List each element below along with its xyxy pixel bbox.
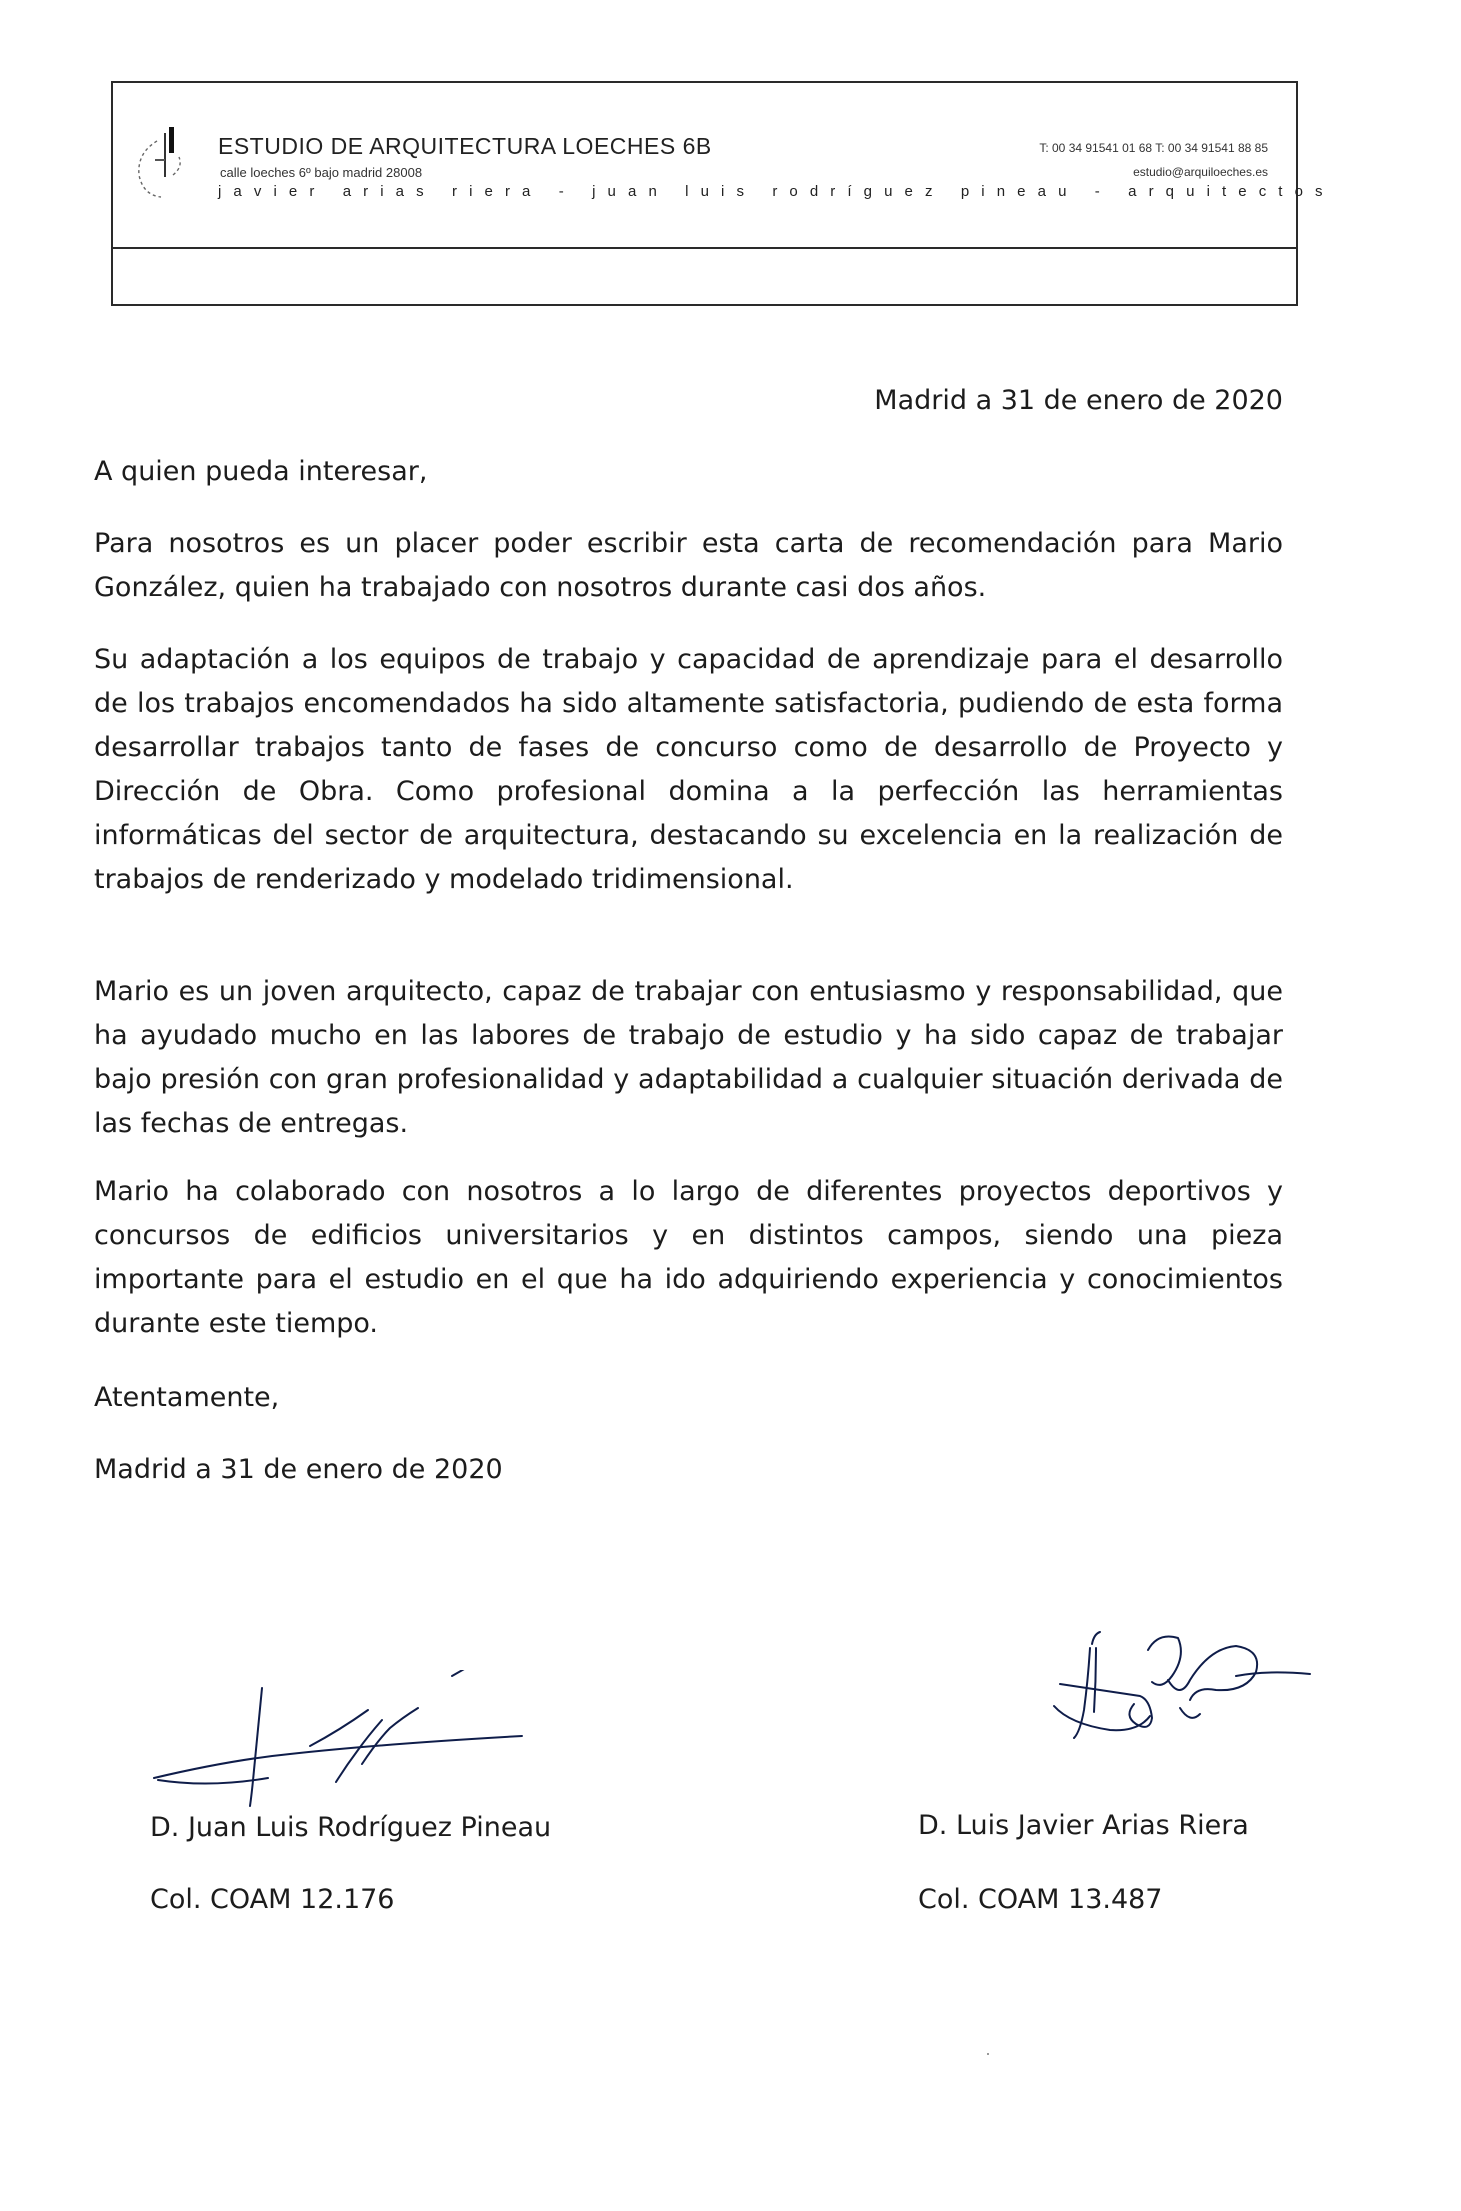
studio-address: calle loeches 6º bajo madrid 28008	[220, 165, 423, 180]
studio-email: estudio@arquiloeches.es	[1133, 165, 1268, 179]
studio-name: ESTUDIO DE ARQUITECTURA LOECHES 6B	[218, 133, 712, 159]
salutation: A quien pueda interesar,	[94, 456, 428, 487]
signatory-college-number: Col. COAM 12.176	[150, 1884, 395, 1915]
signature-rodriguez-image	[150, 1670, 530, 1810]
closing-date: Madrid a 31 de enero de 2020	[94, 1454, 503, 1485]
paper-speck	[987, 2053, 989, 2055]
letterhead-divider	[113, 247, 1296, 249]
body-paragraph: Mario es un joven arquitecto, capaz de trabajar con entusiasmo y responsabilidad, que ha ayudado mucho en las labores de trabajo de estudio y ha sido capaz de trabajar bajo presión con gran profesionalidad y adaptabilidad a cualquier situación derivada de las fechas de entregas.	[94, 976, 1283, 1139]
closing: Atentamente,	[94, 1382, 280, 1413]
signatory-name: D. Juan Luis Rodríguez Pineau	[150, 1812, 552, 1843]
signature-arias-image	[1040, 1620, 1320, 1760]
studio-phones: T: 00 34 91541 01 68 T: 00 34 91541 88 85	[1039, 141, 1268, 155]
signatory-name: D. Luis Javier Arias Riera	[918, 1810, 1249, 1841]
body-paragraph: Su adaptación a los equipos de trabajo y capacidad de aprendizaje para el desarrollo de los trabajos encomendados ha sido altamente satisfactoria, pudiendo de esta forma desarrollar trabajos tanto de fases de concurso como de desarrollo de Proyecto y Dirección de Obra. Como profesional domina a la perfección las herramientas informáticas del sector de arquitectura, destacando su excelencia en la realización de trabajos de renderizado y modelado tridimensional.	[94, 644, 1283, 895]
letterhead	[111, 81, 1335, 306]
studio-logo-icon	[127, 123, 199, 203]
body-paragraph: Mario ha colaborado con nosotros a lo largo de diferentes proyectos deportivos y concursos de edificios universitarios y en distintos campos, siendo una pieza importante para el estudio en el que ha ido adquiriendo experiencia y conocimientos durante este tiempo.	[94, 1176, 1283, 1339]
architects-names: javier arias riera - juan luis rodríguez pineau - arquitectos	[218, 183, 1335, 200]
body-paragraph: Para nosotros es un placer poder escribir esta carta de recomendación para Mario González, quien ha trabajado con nosotros durante casi dos años.	[94, 528, 1283, 603]
signatory-college-number: Col. COAM 13.487	[918, 1884, 1163, 1915]
letter-date: Madrid a 31 de enero de 2020	[874, 385, 1283, 416]
